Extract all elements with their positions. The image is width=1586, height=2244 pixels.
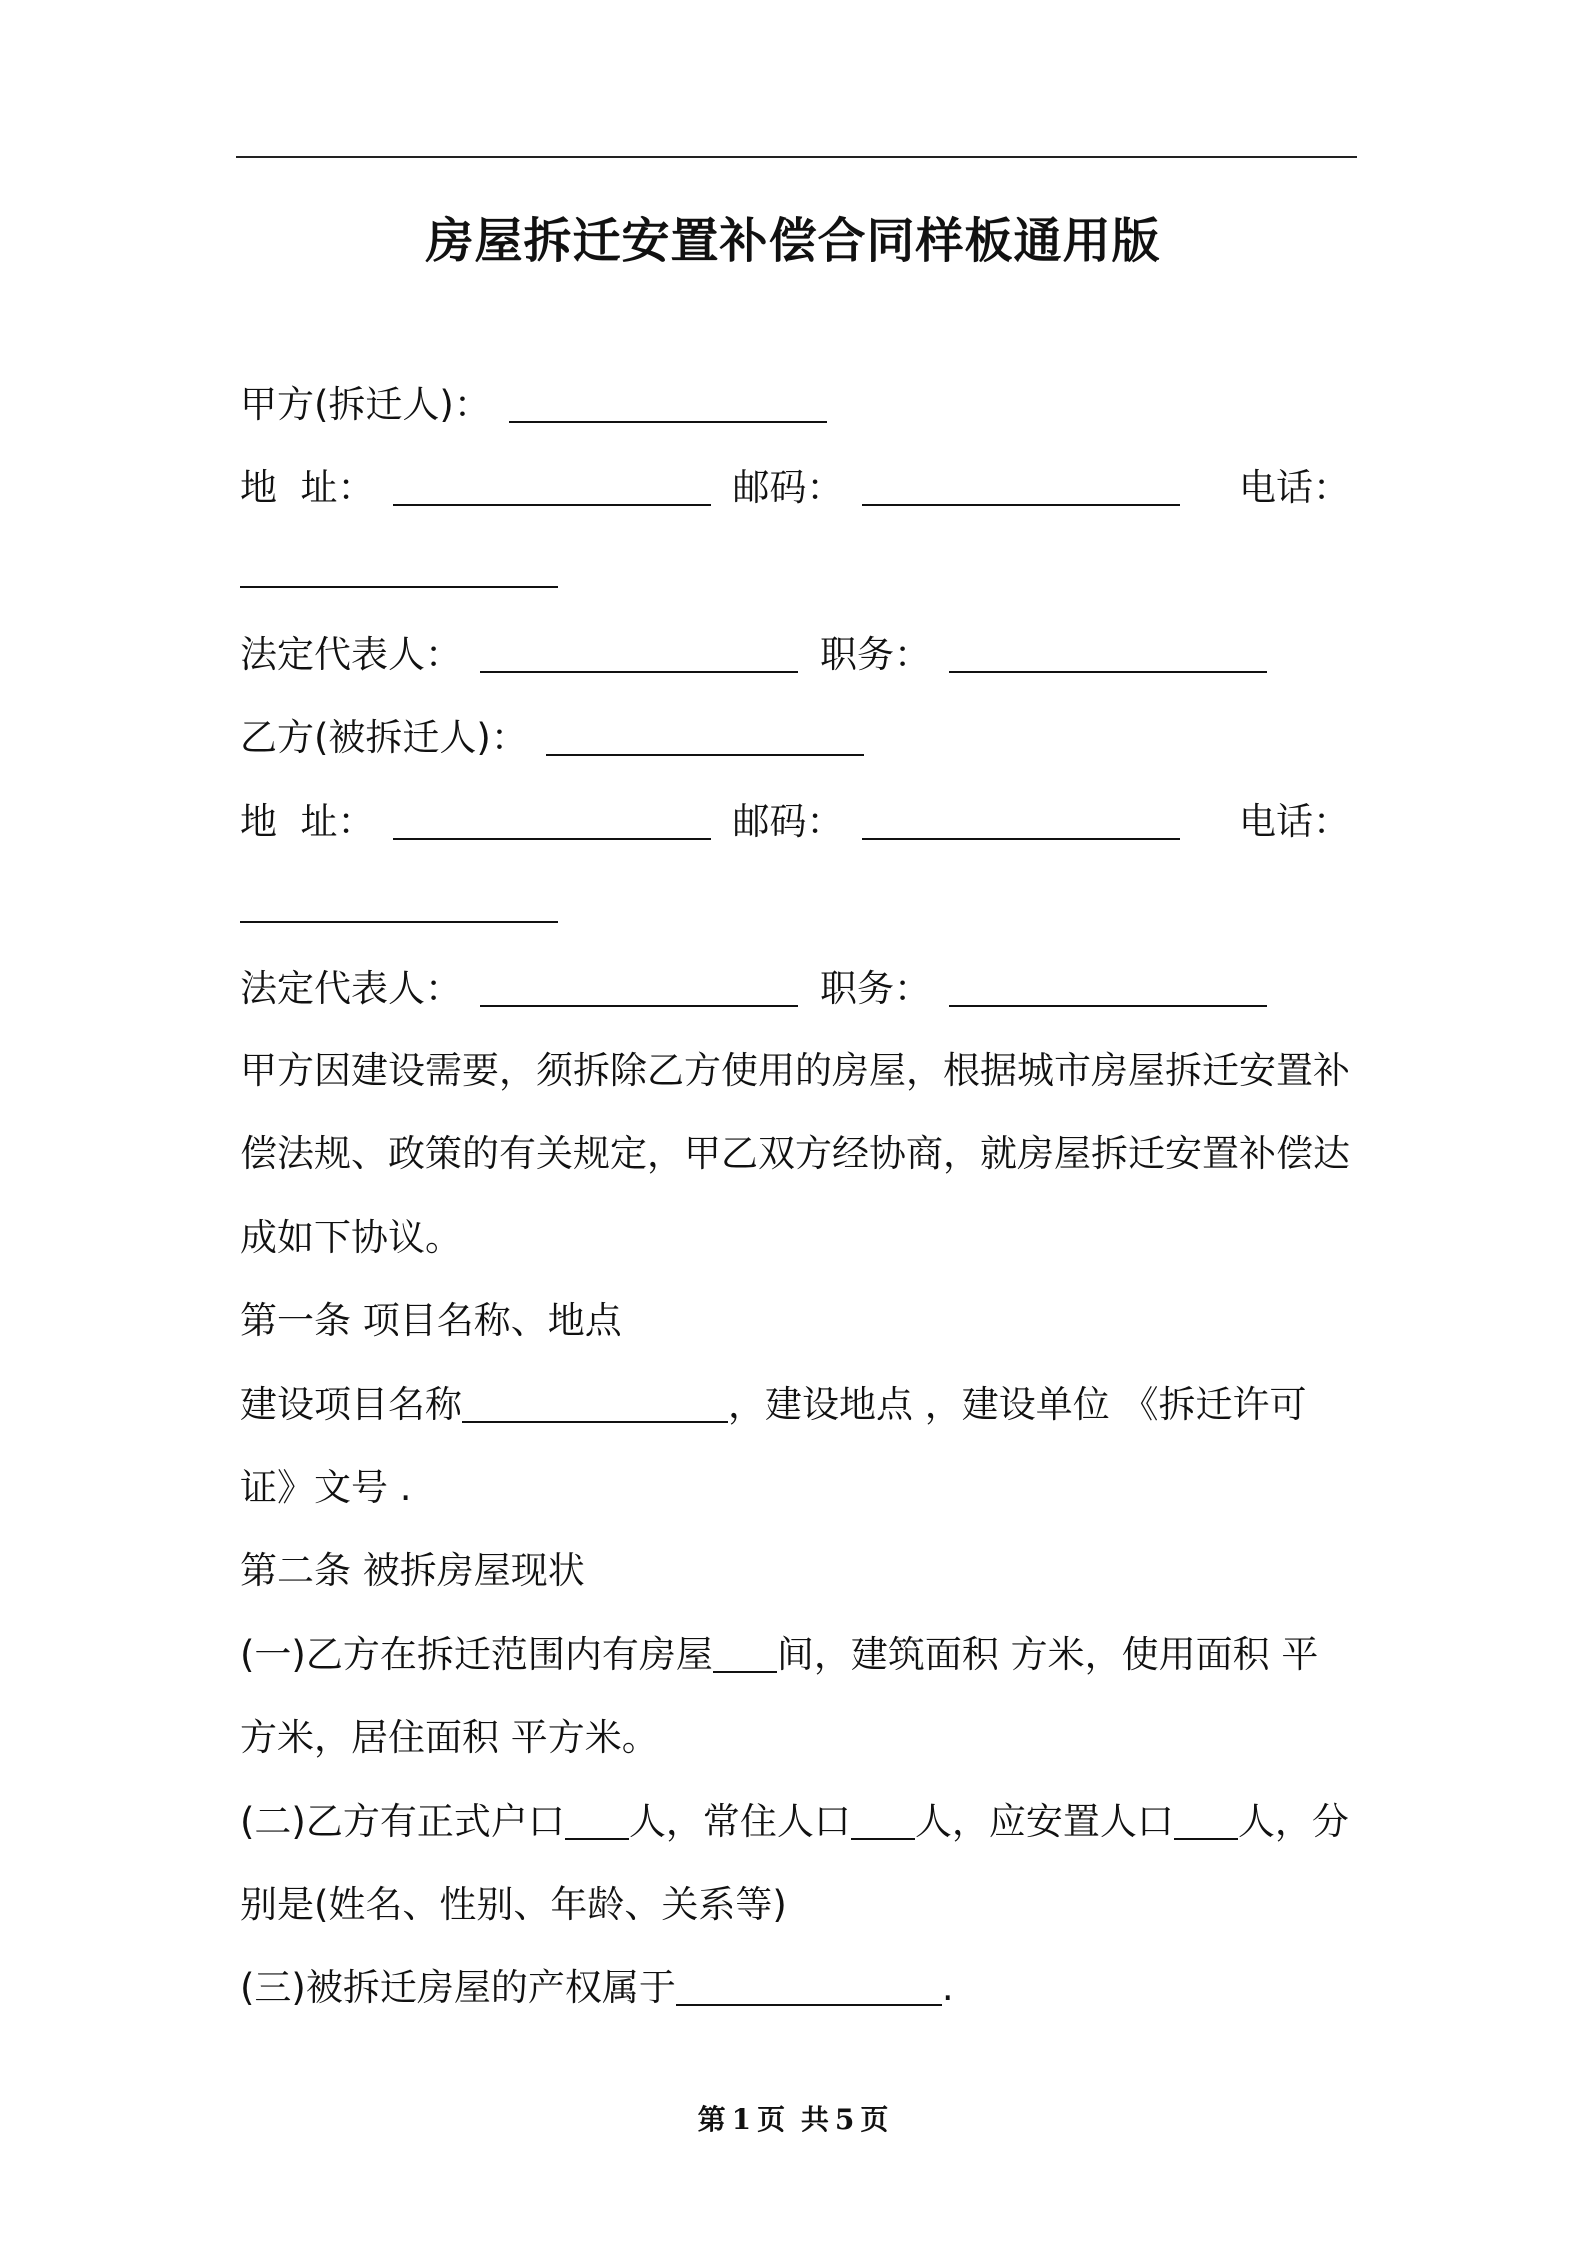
- party-a-line: [240, 383, 827, 427]
- party-b-address-blank: [393, 804, 711, 840]
- article-2-item-2-cont: 别是(姓名、性别、年龄、关系等): [240, 1883, 787, 1926]
- total-pages: 5: [834, 2103, 855, 2136]
- party-a-rep-blank: [480, 637, 798, 673]
- article-2-item-1-cont: 方米，居住面积 平方米。: [240, 1716, 659, 1759]
- party-a-postcode-label: 邮码：: [732, 466, 844, 509]
- party-b-phone-line: [240, 883, 558, 927]
- party-a-address-label: 地 址：: [240, 466, 375, 509]
- page-footer: [0, 2098, 1586, 2138]
- party-b-label: 乙方(被拆迁人)：: [240, 716, 528, 759]
- registered-label: (二)乙方有正式户口: [240, 1800, 565, 1843]
- house-count-blank: [713, 1637, 777, 1673]
- area-text: 间，建筑面积 方米，使用面积 平: [776, 1633, 1319, 1676]
- party-b-address-label: 地 址：: [240, 800, 375, 843]
- ownership-period: .: [941, 1966, 954, 2009]
- party-b-rep-label: 法定代表人：: [240, 967, 462, 1010]
- party-b-rep-blank: [480, 971, 798, 1007]
- article-2-heading: 第二条 被拆房屋现状: [240, 1549, 585, 1592]
- article-2-item-3: [240, 1966, 954, 2010]
- house-count-label: (一)乙方在拆迁范围内有房屋: [240, 1633, 713, 1676]
- party-a-postcode-blank: [862, 470, 1180, 506]
- footer-word-2: 页: [757, 2103, 786, 2136]
- article-1-line-2: 证》文号 .: [240, 1466, 412, 1509]
- party-b-postcode-blank: [862, 804, 1180, 840]
- party-b-position-blank: [949, 971, 1267, 1007]
- party-a-address-line: [240, 466, 1350, 510]
- article-1-line-1: [240, 1383, 1307, 1427]
- party-a-address-blank: [393, 470, 711, 506]
- party-a-blank: [509, 387, 827, 423]
- party-a-position-blank: [949, 637, 1267, 673]
- party-b-phone-blank: [240, 887, 558, 923]
- party-a-rep-line: [240, 633, 1267, 677]
- party-b-position-label: 职务：: [820, 967, 931, 1010]
- project-name-label: 建设项目名称: [240, 1383, 462, 1426]
- intro-line-3: 成如下协议。: [240, 1216, 462, 1259]
- party-a-phone-line: [240, 548, 558, 592]
- party-a-phone-label: 电话：: [1239, 466, 1350, 509]
- intro-line-2: 偿法规、政策的有关规定，甲乙双方经协商，就房屋拆迁安置补偿达: [240, 1132, 1350, 1175]
- party-a-label: 甲方(拆迁人)：: [240, 383, 491, 426]
- party-a-position-label: 职务：: [820, 633, 931, 676]
- party-b-postcode-label: 邮码：: [732, 800, 844, 843]
- document-title: 房屋拆迁安置补偿合同样板通用版: [425, 213, 1161, 269]
- article-1-heading: 第一条 项目名称、地点: [240, 1299, 622, 1342]
- party-b-address-line: [240, 800, 1350, 844]
- project-name-blank: [462, 1387, 728, 1423]
- resident-blank: [851, 1804, 915, 1840]
- resident-label: 人，常住人口: [628, 1800, 851, 1843]
- party-b-rep-line: [240, 967, 1267, 1011]
- project-details-text: ，建设地点 ，建设单位 《拆迁许可: [728, 1383, 1307, 1426]
- party-a-rep-label: 法定代表人：: [240, 633, 462, 676]
- article-2-item-1: [240, 1633, 1318, 1677]
- ownership-blank: [676, 1970, 942, 2006]
- ownership-label: (三)被拆迁房屋的产权属于: [240, 1966, 676, 2009]
- article-2-item-2: [240, 1800, 1349, 1844]
- header-rule: [236, 156, 1357, 158]
- registered-blank: [565, 1804, 629, 1840]
- resettle-label: 人，应安置人口: [914, 1800, 1174, 1843]
- page-number: 1: [731, 2103, 752, 2136]
- footer-word-1: 第: [697, 2103, 726, 2136]
- persons-tail: 人，分: [1237, 1800, 1349, 1843]
- footer-word-4: 页: [860, 2103, 889, 2136]
- resettle-blank: [1174, 1804, 1238, 1840]
- party-a-phone-blank: [240, 552, 558, 588]
- intro-line-1: 甲方因建设需要，须拆除乙方使用的房屋，根据城市房屋拆迁安置补: [240, 1049, 1350, 1092]
- party-b-phone-label: 电话：: [1239, 800, 1350, 843]
- footer-word-3: 共: [800, 2103, 829, 2136]
- party-b-line: [240, 716, 864, 760]
- party-b-blank: [546, 720, 864, 756]
